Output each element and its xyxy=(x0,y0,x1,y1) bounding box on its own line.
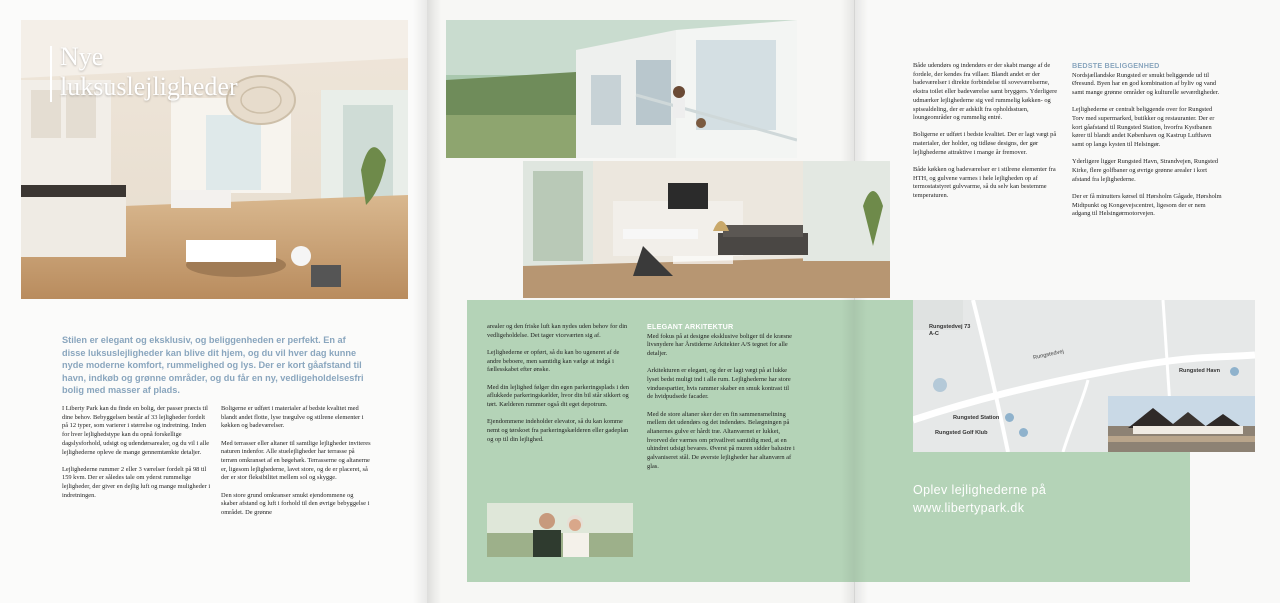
paragraph: Med fokus på at designe eksklusive boliger til de kræsne livsnydere har Årstiderne Arkitekter A/S tegnet for alle detaljer. xyxy=(647,332,793,358)
living-room-photo xyxy=(523,161,890,298)
paragraph: Boligerne er udført i materialer af bedste kvalitet med blandt andet flotte, lyse trægulve og stilrene elementer i køkken og badeværelser. xyxy=(221,405,364,430)
page-fold xyxy=(841,300,867,582)
place-marker xyxy=(1230,367,1239,376)
place-marker xyxy=(1005,413,1014,422)
title-rule xyxy=(50,46,52,102)
paragraph: Lejlighederne er centralt beliggende over for Rungsted Torv med supermarked, butikker og restauranter. Der er kort gåafstand til Rungsted Station, hvorfra Kystbanen kører til blandt andet København og Kastrup Lufthavn samt op langs kysten til Helsingør. xyxy=(1072,106,1215,149)
left-text-column-1 xyxy=(62,405,212,509)
website-link[interactable]: www.libertypark.dk xyxy=(913,501,1025,515)
title-line-1: Nye xyxy=(60,42,104,71)
paragraph: Yderligere ligger Rungsted Havn, Strandvejen, Rungsted Kirke, flere golfbaner og øvrige grønne arealer i kort afstand fra lejlighederne. xyxy=(1072,158,1219,183)
place-marker xyxy=(1019,428,1028,437)
paragraph: Arkitekturen er elegant, og der er lagt vægt på at lukke lyset bedst muligt ind i alle rum. Lejlighederne har store vinduespartier, hvis rammer skaber en smuk kontrast til de hvidpudsede facader. xyxy=(647,367,791,401)
paragraph: Med terrasser eller altaner til samtlige lejligheder inviteres naturen indenfor. Alle stuelejligheder har terrasse på terræn omkranset af en bøgehæk. Terrasserne og altanerne er, ligesom lejlighederne, lavet store, og de er placeret, så der er stor fleksibilitet mellem sol og skygge. xyxy=(221,439,371,482)
location-heading: BEDSTE BELIGGENHED xyxy=(1072,61,1160,70)
paragraph: Med din lejlighed følger din egen parkeringsplads i den aflukkede parkeringskælder, hvor din bil står sikkert og tørt. Kælderen rummer også dit eget depotrum. xyxy=(487,383,629,408)
paragraph: Både køkken og badeværelser er i stilrene elementer fra HTH, og gulvene varmes i hele lejligheden op af termostatstyret gulvvarme, så du selv kan bestemme temperaturen. xyxy=(913,166,1056,200)
road-label: Rungstedvej xyxy=(1032,348,1065,362)
middle-text-column xyxy=(487,323,635,453)
harbour-photo xyxy=(1108,396,1255,452)
paragraph: I Liberty Park kan du finde en bolig, der passer præcis til dine behov. Bebyggelsen består af 33 lejligheder fordelt på 12 typer, som varierer i størrelse og indretning. Inden for hver lejlighedstype kan du opnå forskellige dagslysforhold, udsigt og udendørsarealer, og du vil i alle lejlighederne opleve de mange gennemtænkte detaljer. xyxy=(62,405,210,456)
paragraph: Med de store altaner sker der en fin sammensmeltning mellem det udendørs og det indendørs. Belægningen på altanernes gulve er hårdt træ. Altanværnet er lukket, hvorved der værnes om privatlivet samtidig med, at en uhindret udsigt bevares. Øverst på muren sidder balustre i galvaniseret stål. De øverste lejligheder har altanværn af glas. xyxy=(647,410,795,470)
exterior-balcony-photo xyxy=(446,20,797,158)
right-text-column xyxy=(913,62,1061,209)
paragraph: arealer og den friske luft kan nydes uden behov for din vedligeholdelse. Det tager viceværten sig af. xyxy=(487,323,628,339)
place-label: Rungsted Golf Klub xyxy=(935,430,988,436)
title-line-2: luksuslejligheder xyxy=(60,72,238,101)
address-label: Rungstedvej 73 A-C xyxy=(929,324,971,337)
page-fold xyxy=(413,0,427,603)
page-title xyxy=(60,42,238,102)
location-section xyxy=(1072,62,1222,228)
address-marker xyxy=(933,378,947,392)
paragraph: Lejlighederne er opført, så du kan bo ugeneret af de andre beboere, men samtidig kan vælge at indgå i fællesskabet efter ønske. xyxy=(487,348,620,374)
lead-paragraph: Stilen er elegant og eksklusiv, og beliggenheden er perfekt. En af disse luksuslejligheder kan blive dit hjem, og du vil hver dag kunne nyde moderne komfort, rummelighed og lys. Der er kort gåafstand til havn, indkøb og grønne områder, og du får en ny, vedligeholdelsesfri bolig med masser af plads. xyxy=(62,335,364,396)
left-text-column-2 xyxy=(221,405,371,526)
paragraph: Den store grund omkranser smukt ejendommene og skaber afstand og luft i forhold til den øvrige bebyggelse i området. De grønne xyxy=(221,491,370,517)
paragraph: Både udendørs og indendørs er der skabt mange af de fordele, der kendes fra villaer. Blandt andet er der badeværelser i direkte forbindelse til soveværelserne, ekstra toilet eller badeværelse samt bryggers. Yderligere udmærker lejlighederne sig ved rummelig køkken- og spisealdeling, der er adskilt fra opholdsstuen, loungeområder og rummelig entré. xyxy=(913,62,1058,122)
paragraph: Nordsjællandske Rungsted er smukt beliggende ud til Øresund. Byen har en god kombination af byliv og vand samt mange grønne områder og kulturelle seværdigheder. xyxy=(1072,71,1220,97)
architecture-section xyxy=(647,323,795,480)
page-fold xyxy=(427,0,441,603)
paragraph: Der er få minutters kørsel til Hørsholm Gågade, Hørsholm Midtpunkt og Kongevejscentret, ligesom der er nem adgang til Helsingørmotorvejen. xyxy=(1072,192,1222,218)
paragraph: Ejendommene indeholder elevator, så du kan komme nemt og tørskoet fra parkeringskælderen eller gadeplan og op til din lejlighed. xyxy=(487,418,629,443)
paragraph: Lejlighederne rummer 2 eller 3 værelser fordelt på 98 til 159 kvm. Der er således tale om yderst rummelige lejligheder, der giver en dejlig luft og mange muligheder i indretningen. xyxy=(62,465,211,499)
couple-photo xyxy=(487,503,633,557)
callout-line-1: Oplev lejlighederne på xyxy=(913,483,1047,497)
architecture-heading: ELEGANT ARKITEKTUR xyxy=(647,322,734,331)
place-label: Rungsted Havn xyxy=(1179,368,1221,374)
website-callout xyxy=(913,481,1046,517)
paragraph: Boligerne er udført i bedste kvalitet. Der er lagt vægt på materialer, der holder, og tidløse designs, der gør lejlighederne attraktive i mange år fremover. xyxy=(913,131,1057,156)
place-label: Rungsted Station xyxy=(953,415,1000,421)
